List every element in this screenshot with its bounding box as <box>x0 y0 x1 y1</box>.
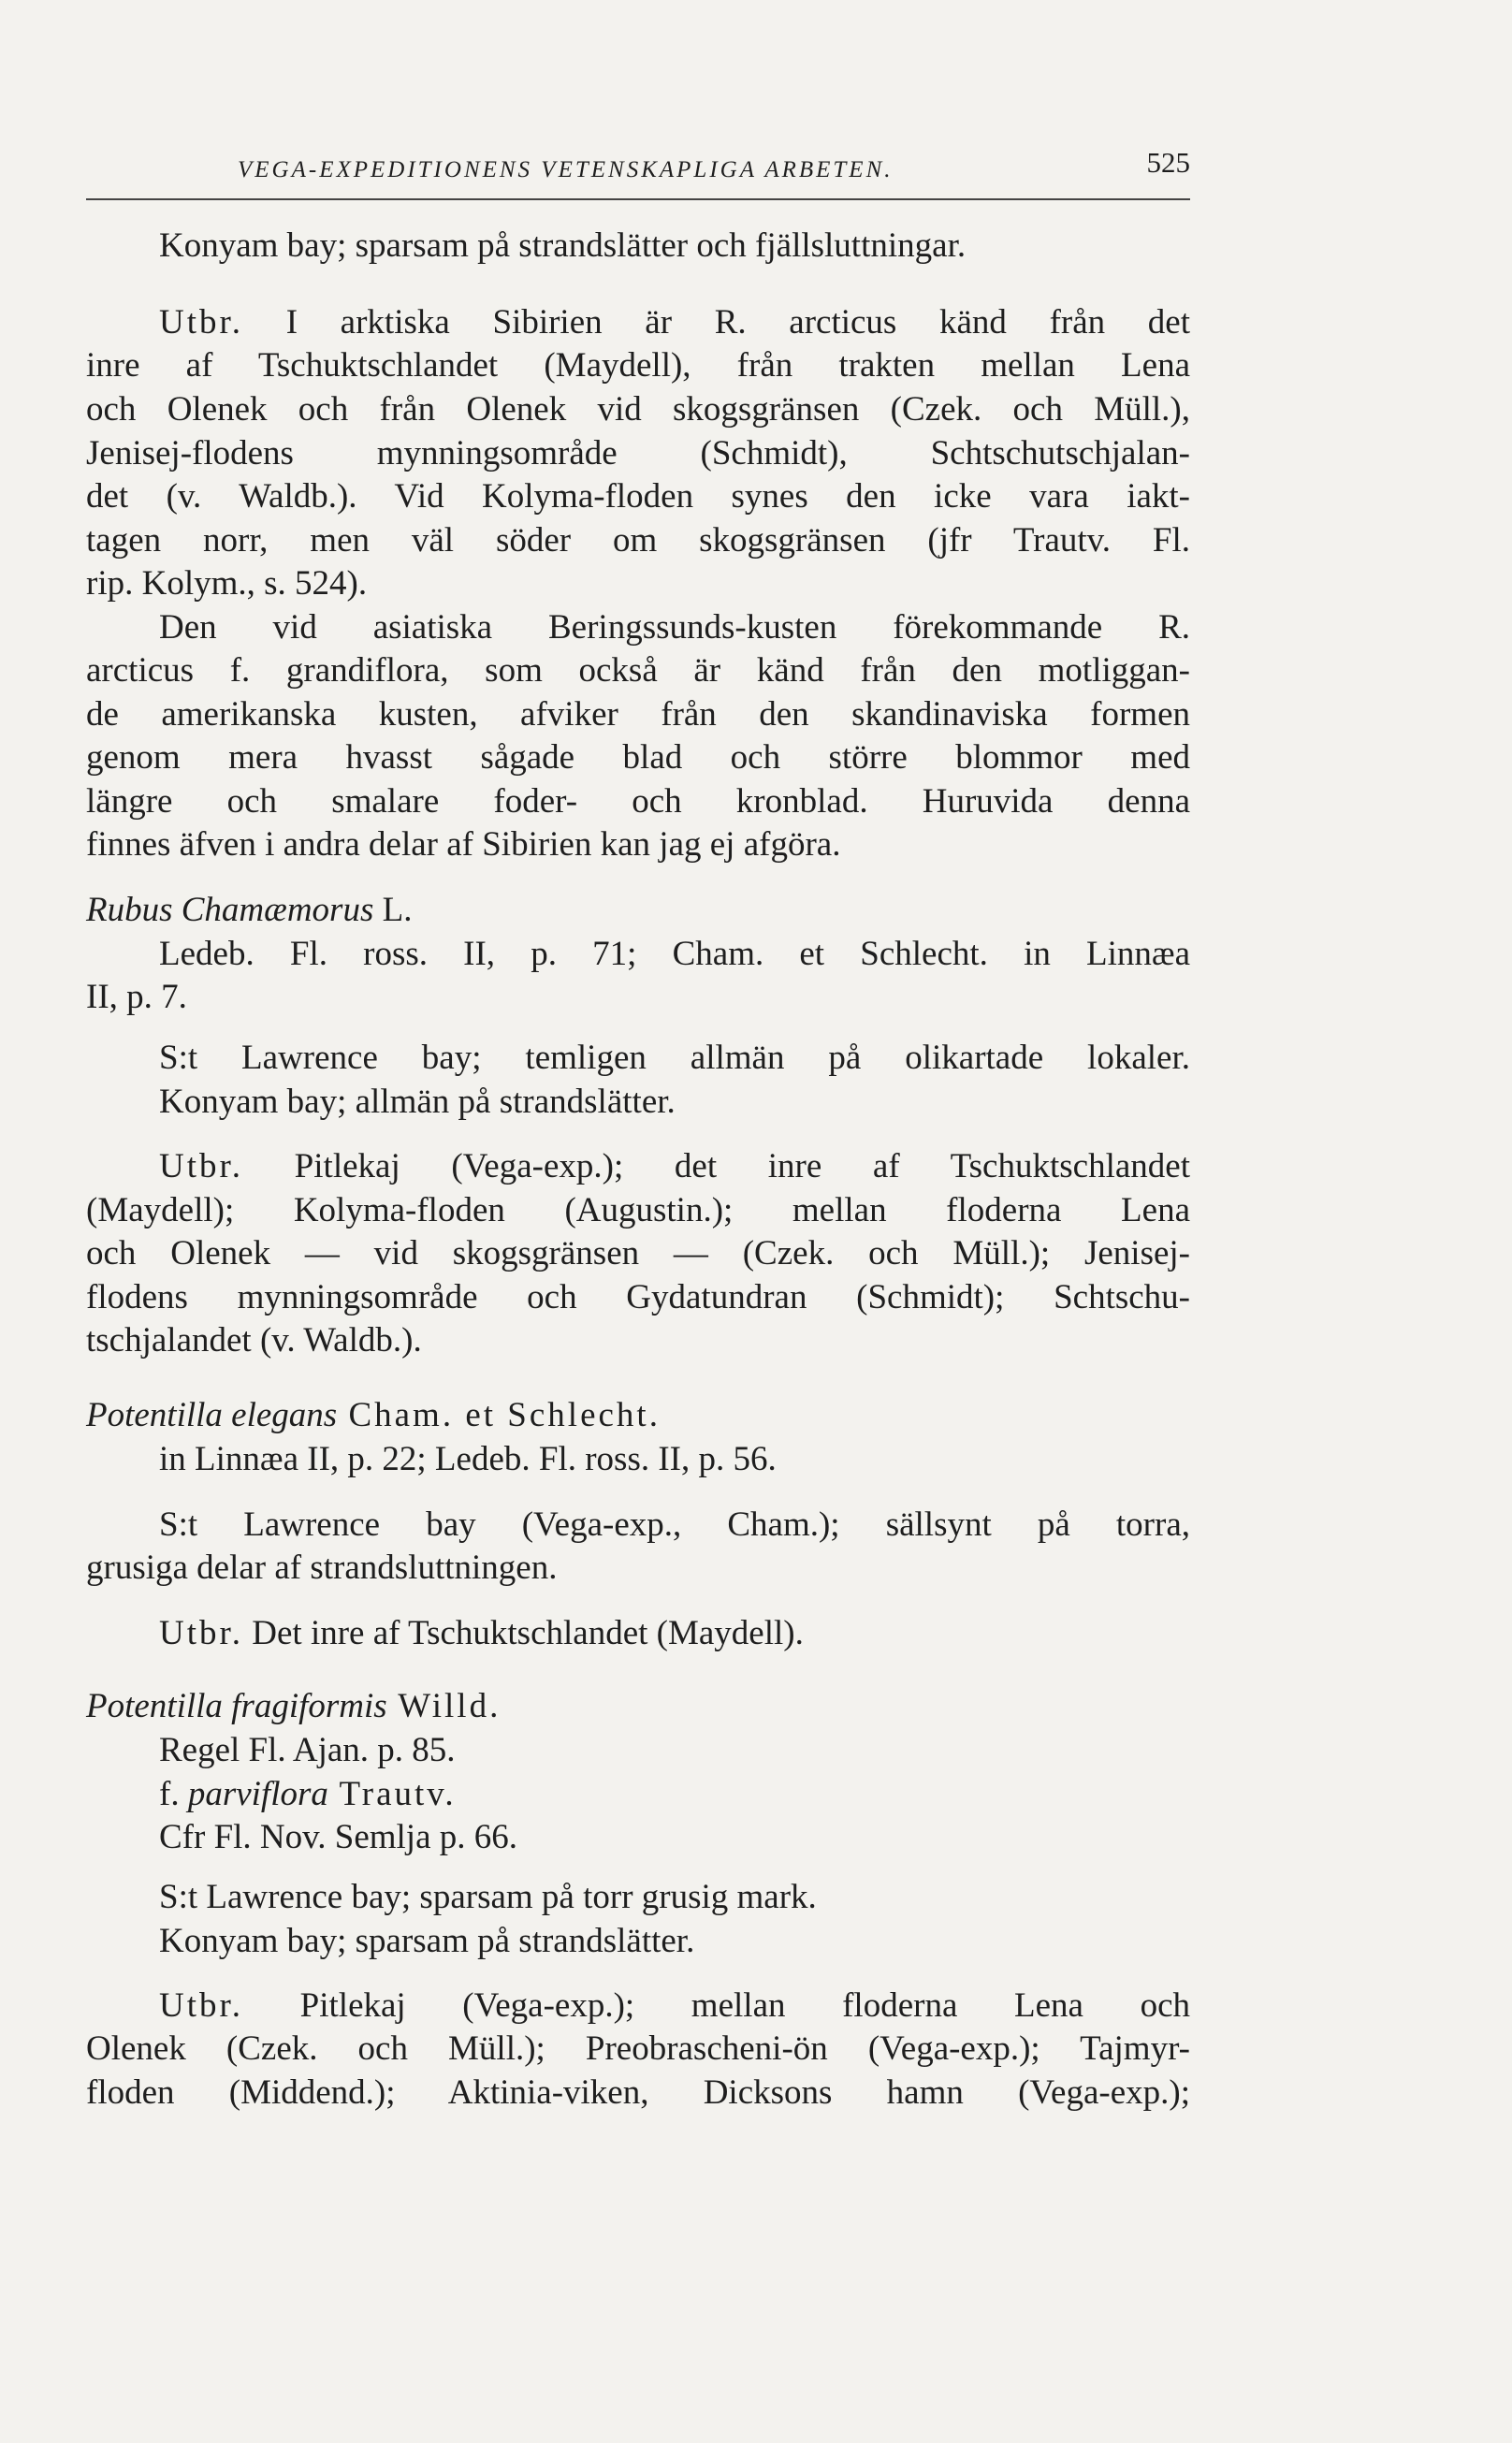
text-line: Den vid asiatiska Beringssunds-kusten förekommande R. <box>159 608 1190 647</box>
text-line: Utbr. Pitlekaj (Vega-exp.); det inre af Tschuktschlandet <box>159 1147 1190 1185</box>
form-name: parviflora <box>187 1775 328 1813</box>
species-heading: Potentilla elegans Cham. et Schlecht. <box>86 1396 661 1434</box>
text-line: Utbr. Det inre af Tschuktschlandet (Maydell). <box>159 1614 804 1652</box>
text-line: Cfr Fl. Nov. Semlja p. 66. <box>159 1818 518 1856</box>
text-line: de amerikanska kusten, afviker från den skandinaviska formen <box>86 695 1190 734</box>
running-title: VEGA-EXPEDITIONENS VETENSKAPLIGA ARBETEN. <box>238 157 894 182</box>
running-head <box>86 140 1190 206</box>
text-line: in Linnæa II, p. 22; Ledeb. Fl. ross. II, p. 56. <box>159 1440 777 1478</box>
distribution-label: Utbr. <box>159 303 244 342</box>
text-line: Utbr. I arktiska Sibirien är R. arcticus känd från det <box>159 303 1190 342</box>
text-line: längre och smalare foder- och kronblad. Huruvida denna <box>86 782 1190 821</box>
text-line: Regel Fl. Ajan. p. 85. <box>159 1731 456 1769</box>
text-line: Konyam bay; sparsam på strandslätter och fjällsluttningar. <box>159 226 967 265</box>
distribution-label: Utbr. <box>159 1614 244 1652</box>
text-line: grusiga delar af strandsluttningen. <box>86 1549 558 1587</box>
text-line: S:t Lawrence bay (Vega-exp., Cham.); sällsynt på torra, <box>159 1505 1190 1544</box>
text-line: Utbr. Pitlekaj (Vega-exp.); mellan floderna Lena och <box>159 1986 1190 2025</box>
species-name: Potentilla elegans <box>86 1396 338 1434</box>
text-line: och Olenek — vid skogsgränsen — (Czek. och Müll.); Jenisej- <box>86 1234 1190 1272</box>
text-line: II, p. 7. <box>86 978 187 1016</box>
text-line: arcticus f. grandiflora, som också är känd från den motliggan- <box>86 651 1190 690</box>
text-line: genom mera hvasst sågade blad och större blommor med <box>86 738 1190 777</box>
text-line: Jenisej-flodens mynningsområde (Schmidt), Schtschutschjalan- <box>86 434 1190 473</box>
text-line: S:t Lawrence bay; sparsam på torr grusig mark. <box>159 1878 817 1916</box>
page-number: 525 <box>1146 146 1190 179</box>
text-line: tagen norr, men väl söder om skogsgränsen (jfr Trautv. Fl. <box>86 521 1190 560</box>
distribution-label: Utbr. <box>159 1986 244 2025</box>
text-line: S:t Lawrence bay; temligen allmän på olikartade lokaler. <box>159 1039 1190 1077</box>
species-name: Potentilla fragiformis <box>86 1687 387 1725</box>
species-heading: Potentilla fragiformis Willd. <box>86 1687 502 1725</box>
distribution-label: Utbr. <box>159 1147 244 1185</box>
text-line: Ledeb. Fl. ross. II, p. 71; Cham. et Schlecht. in Linnæa <box>159 935 1190 973</box>
text-line: tschjalandet (v. Waldb.). <box>86 1321 422 1360</box>
text-line: rip. Kolym., s. 524). <box>86 564 368 603</box>
text-line: Konyam bay; sparsam på strandslätter. <box>159 1922 695 1960</box>
text-line: floden (Middend.); Aktinia-viken, Dicksons hamn (Vega-exp.); <box>86 2073 1190 2112</box>
text-line: flodens mynningsområde och Gydatundran (Schmidt); Schtschu- <box>86 1278 1190 1316</box>
species-heading: Rubus Chamæmorus L. <box>86 891 413 929</box>
species-name: Rubus Chamæmorus <box>86 891 374 929</box>
text-line: (Maydell); Kolyma-floden (Augustin.); mellan floderna Lena <box>86 1191 1190 1229</box>
text-line: Olenek (Czek. och Müll.); Preobrascheni-ön (Vega-exp.); Tajmyr- <box>86 2029 1190 2068</box>
text-line: finnes äfven i andra delar af Sibirien kan jag ej afgöra. <box>86 825 841 864</box>
text-line: och Olenek och från Olenek vid skogsgränsen (Czek. och Müll.), <box>86 390 1190 429</box>
header-rule <box>86 198 1190 200</box>
text-line: inre af Tschuktschlandet (Maydell), från trakten mellan Lena <box>86 346 1190 385</box>
text-line: det (v. Waldb.). Vid Kolyma-floden synes den icke vara iakt- <box>86 477 1190 516</box>
text-line: Konyam bay; allmän på strandslätter. <box>159 1083 676 1121</box>
text-line: f. parviflora Trautv. <box>159 1775 457 1813</box>
